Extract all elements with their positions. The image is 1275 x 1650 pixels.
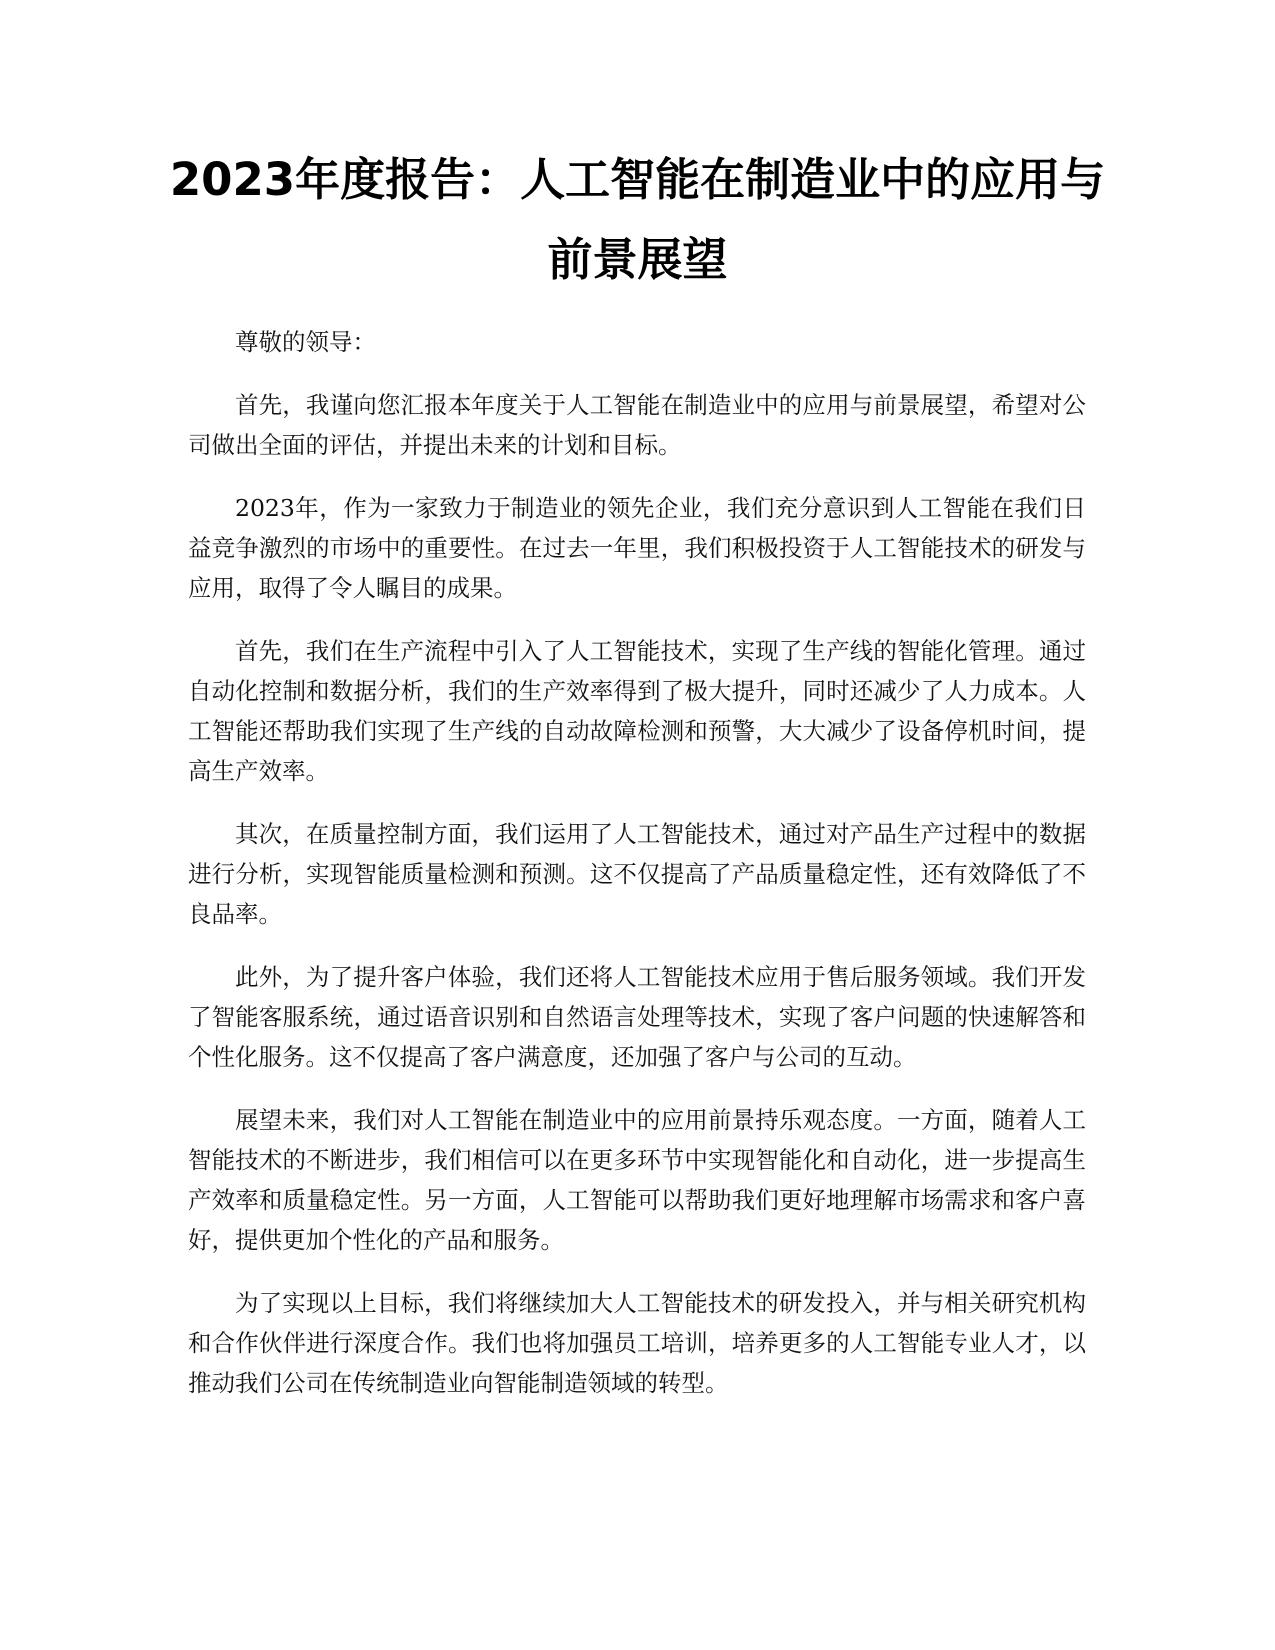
paragraph-7: 为了实现以上目标，我们将继续加大人工智能技术的研发投入，并与相关研究机构和合作伙伴进行深度合作。我们也将加强员工培训，培养更多的人工智能专业人才，以推动我们公司在传统制造业向智能制造领域的转型。: [188, 1289, 1086, 1397]
paragraph-3: 首先，我们在生产流程中引入了人工智能技术，实现了生产线的智能化管理。通过自动化控制和数据分析，我们的生产效率得到了极大提升，同时还减少了人力成本。人工智能还帮助我们实现了生产线的自动故障检测和预警，大大减少了设备停机时间，提高生产效率。: [188, 637, 1086, 785]
salutation: 尊敬的领导：: [235, 328, 376, 356]
paragraph-6: 展望未来，我们对人工智能在制造业中的应用前景持乐观态度。一方面，随着人工智能技术的不断进步，我们相信可以在更多环节中实现智能化和自动化，进一步提高生产效率和质量稳定性。另一方面，人工智能可以帮助我们更好地理解市场需求和客户喜好，提供更加个性化的产品和服务。: [188, 1106, 1086, 1254]
document-title: 2023年度报告：人工智能在制造业中的应用与前景展望: [169, 153, 1106, 286]
paragraph-2: 2023年，作为一家致力于制造业的领先企业，我们充分意识到人工智能在我们日益竞争激烈的市场中的重要性。在过去一年里，我们积极投资于人工智能技术的研发与应用，取得了令人瞩目的成果。: [188, 494, 1086, 602]
paragraph-1: 首先，我谨向您汇报本年度关于人工智能在制造业中的应用与前景展望，希望对公司做出全面的评估，并提出未来的计划和目标。: [188, 391, 1086, 459]
paragraph-5: 此外，为了提升客户体验，我们还将人工智能技术应用于售后服务领域。我们开发了智能客服系统，通过语音识别和自然语言处理等技术，实现了客户问题的快速解答和个性化服务。这不仅提高了客户满意度，还加强了客户与公司的互动。: [188, 963, 1086, 1071]
document-body: [188, 322, 1086, 1426]
paragraph-4: 其次，在质量控制方面，我们运用了人工智能技术，通过对产品生产过程中的数据进行分析，实现智能质量检测和预测。这不仅提高了产品质量稳定性，还有效降低了不良品率。: [188, 820, 1086, 928]
